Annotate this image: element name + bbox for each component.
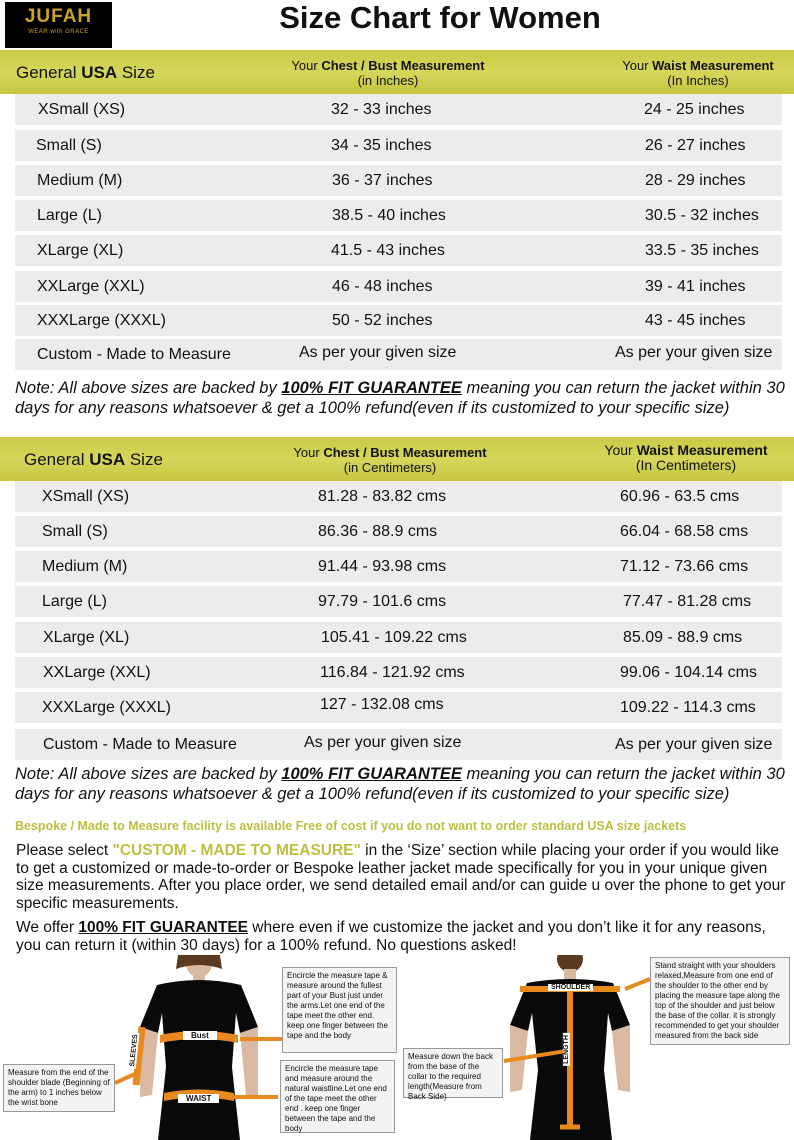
sleeves-label: SLEEVES <box>128 1034 140 1067</box>
waist-cell: 60.96 - 63.5 cms <box>620 488 740 505</box>
custom-order-paragraph: Please select "CUSTOM - MADE TO MEASURE" in the ‘Size’ section while placing your order if you would like to get a customized or made-to-order or Bespoke leather jacket made specifically for you in your unique given size measurements. After you place order, we send detailed email and/or can guide u over the phone to get your specific measurements. <box>16 842 786 912</box>
table-row <box>15 657 782 688</box>
chest-cell: 81.28 - 83.82 cms <box>318 488 447 505</box>
waist-label: WAIST <box>178 1094 219 1103</box>
size-cell: XSmall (XS) <box>42 488 130 505</box>
shoulder-instructions: Stand straight with your shoulders relaxed,Measure from one end of the shoulder to the other end by placing the measure tape along the top of the shoulder and just below the base of the collar. it is strongly recommended to get your shoulder measured from the back side <box>650 957 790 1045</box>
inches-table-header <box>0 50 794 94</box>
size-cell: Small (S) <box>42 523 108 540</box>
waist-cell: 109.22 - 114.3 cms <box>620 699 756 716</box>
table-row <box>15 516 782 547</box>
table-row <box>15 271 782 302</box>
sleeves-instructions: Measure from the end of the shoulder blade (Beginning of the arm) to 1 inches below the wrist bone <box>3 1064 115 1112</box>
size-cell: XXLarge (XXL) <box>37 278 145 295</box>
front-figure <box>140 955 258 1140</box>
chest-cell: 50 - 52 inches <box>332 312 433 329</box>
waist-cell: 99.06 - 104.14 cms <box>620 664 757 681</box>
size-cell: Small (S) <box>36 137 102 154</box>
size-cell: XSmall (XS) <box>38 101 126 118</box>
table-row <box>15 729 782 760</box>
chest-column-header: Your Chest / Bust Measurement (in Inches) <box>291 58 485 88</box>
size-cell: XXLarge (XXL) <box>43 664 151 681</box>
brand-logo <box>5 2 112 48</box>
shoulder-label: SHOULDER <box>548 984 593 991</box>
chest-cell: 38.5 - 40 inches <box>332 207 446 224</box>
table-row <box>15 200 782 231</box>
table-row <box>15 130 782 161</box>
length-instructions: Measure down the back from the base of the collar to the required length(Measure from Back Side) <box>403 1048 503 1098</box>
size-cell: XLarge (XL) <box>37 242 124 259</box>
brand-name: JUFAH <box>24 6 93 27</box>
waist-instructions: Encircle the measure tape and measure around the natural waistline.Let one end of the tape meet the other end . keep one finger between the tape and the body <box>280 1060 395 1133</box>
brand-tagline: WEAR with GRACE <box>28 29 89 35</box>
table-row <box>15 551 782 582</box>
waist-cell: 28 - 29 inches <box>645 172 746 189</box>
bespoke-heading: Bespoke / Made to Measure facility is available Free of cost if you do not want to order standard USA size jackets <box>15 819 687 833</box>
chest-cell: As per your given size <box>299 344 457 361</box>
fit-guarantee-note: Note: All above sizes are backed by 100% FIT GUARANTEE meaning you can return the jacket within 30 days for any reasons whatsoever & get a 100% refund(even if its customized to your specific size) <box>15 765 785 803</box>
length-label: LENGTH <box>562 1035 570 1064</box>
chest-cell: 97.79 - 101.6 cms <box>318 593 447 610</box>
chest-cell: 41.5 - 43 inches <box>331 242 445 259</box>
chest-cell: As per your given size <box>304 734 462 751</box>
bust-instructions: Encircle the measure tape & measure around the fullest part of your Bust just under the arms.Let one end of the tape meet the other end. keep one finger between the tape and the body <box>282 967 397 1053</box>
table-row <box>15 622 782 653</box>
table-row <box>15 305 782 336</box>
waist-cell: 66.04 - 68.58 cms <box>620 523 749 540</box>
waist-cell: 43 - 45 inches <box>645 312 746 329</box>
waist-cell: 39 - 41 inches <box>645 278 746 295</box>
waist-cell: As per your given size <box>615 344 773 361</box>
size-column-header: General USA Size <box>16 63 155 82</box>
waist-cell: 85.09 - 88.9 cms <box>623 629 743 646</box>
waist-cell: 30.5 - 32 inches <box>645 207 759 224</box>
size-cell: Medium (M) <box>42 558 128 575</box>
measurement-guide <box>0 955 794 1140</box>
size-cell: XLarge (XL) <box>43 629 130 646</box>
table-row <box>15 94 782 125</box>
size-cell: XXXLarge (XXXL) <box>37 312 166 329</box>
waist-cell: 33.5 - 35 inches <box>645 242 759 259</box>
table-row <box>15 481 782 512</box>
chest-cell: 36 - 37 inches <box>332 172 433 189</box>
chest-cell: 91.44 - 93.98 cms <box>318 558 447 575</box>
chest-cell: 32 - 33 inches <box>331 101 432 118</box>
waist-column-header: Your Waist Measurement (In Centimeters) <box>604 442 768 473</box>
bust-label: Bust <box>183 1031 217 1040</box>
fit-guarantee-note: Note: All above sizes are backed by 100% FIT GUARANTEE meaning you can return the jacket within 30 days for any reasons whatsoever & get a 100% refund(even if its customized to your specific size) <box>15 379 785 417</box>
waist-cell: 24 - 25 inches <box>644 101 745 118</box>
page-title: Size Chart for Women <box>279 0 601 35</box>
table-row <box>15 235 782 266</box>
table-row <box>15 339 782 370</box>
size-cell: Large (L) <box>42 593 107 610</box>
chest-cell: 127 - 132.08 cms <box>320 696 444 713</box>
chest-cell: 116.84 - 121.92 cms <box>320 664 465 681</box>
waist-cell: 77.47 - 81.28 cms <box>623 593 752 610</box>
size-column-header: General USA Size <box>24 450 163 469</box>
chest-column-header: Your Chest / Bust Measurement (in Centimeters) <box>293 445 487 475</box>
table-row <box>15 586 782 617</box>
size-cell: XXXLarge (XXXL) <box>42 699 171 716</box>
waist-cell: As per your given size <box>615 736 773 753</box>
size-cell: Medium (M) <box>37 172 123 189</box>
waist-cell: 26 - 27 inches <box>645 137 746 154</box>
chest-cell: 34 - 35 inches <box>331 137 432 154</box>
size-cell: Custom - Made to Measure <box>37 346 231 363</box>
size-cell: Large (L) <box>37 207 102 224</box>
waist-column-header: Your Waist Measurement (In Inches) <box>622 58 774 88</box>
table-row <box>15 165 782 196</box>
waist-cell: 71.12 - 73.66 cms <box>620 558 749 575</box>
table-row <box>15 692 782 723</box>
chest-cell: 86.36 - 88.9 cms <box>318 523 438 540</box>
size-cell: Custom - Made to Measure <box>43 736 237 753</box>
guarantee-paragraph: We offer 100% FIT GUARANTEE where even if we customize the jacket and you don’t like it for any reasons, you can return it (within 30 days) for a 100% refund. No questions asked! <box>16 919 766 954</box>
cm-table-header <box>0 437 794 481</box>
chest-cell: 46 - 48 inches <box>332 278 433 295</box>
chest-cell: 105.41 - 109.22 cms <box>321 629 467 646</box>
